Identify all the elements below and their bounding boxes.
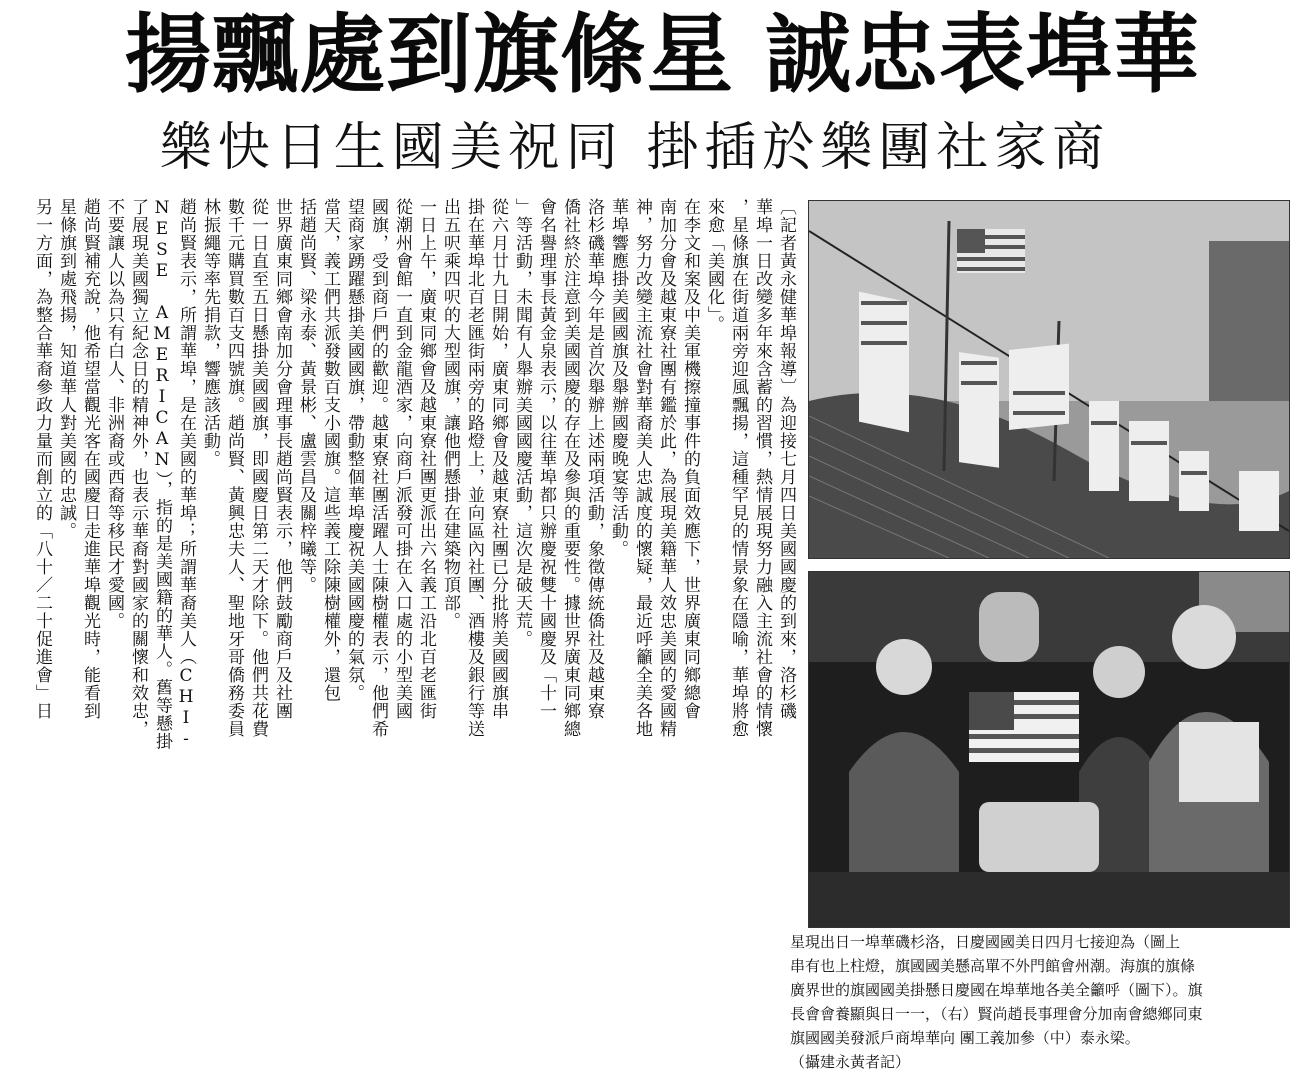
photo-caption	[790, 930, 1288, 1072]
article-column: 世界廣東同鄉會南加分會理事長趙尚賢表示，他們鼓勵商戶及社團	[272, 198, 292, 720]
article-column: 華埠一日改變多年來含蓄的習慣，熱情展現努力融入主流社會的情懷	[752, 198, 772, 738]
article-column: 來愈「美國化」。	[704, 198, 724, 334]
article-column: 望商家踴躍懸掛美國國旗，帶動整個華埠慶祝美國國慶的氣氛。	[344, 198, 364, 702]
caption-line: 廣界世的旗國國美掛懸日慶國在埠華地各美全籲呼（圖下）。旗	[790, 981, 1203, 999]
article-column: 林振繩等率先捐款，響應該活動。	[200, 198, 220, 468]
article-column: ，星條旗在街道兩旁迎風飄揚，這種罕見的情景象在隱喻，華埠將愈	[728, 198, 748, 738]
caption-line: 長會會養顯與日一一，（右）賢尚趙長事理會分加南會總鄉同東	[790, 1005, 1203, 1023]
article-column: 趙尚賢補充說，他希望當觀光客在國慶日走進華埠觀光時，能看到	[80, 198, 100, 720]
article-column: 當天，義工們共派發數百支小國旗。這些義工除陳樹權外，還包	[320, 198, 340, 702]
article-column: 洛杉磯華埠今年是首次舉辦上述兩項活動，象徵傳統僑社及越東寮	[584, 198, 604, 720]
photo-credit: （攝建永黃者記）	[790, 1053, 911, 1071]
article-column: 會名譽理事長黃金泉表示，以往華埠都只辦慶祝雙十國慶及「十一	[536, 198, 556, 720]
article-column: 神，努力改變主流社會對華裔美人忠誠度的懷疑，最近呼籲全美各地	[632, 198, 652, 738]
headline: 揚飄處到旗條星 誠忠表埠華	[125, 5, 1200, 105]
article-column: 在李文和案及中美軍機擦撞事件的負面效應下，世界廣東同鄉總會	[680, 198, 700, 720]
subheadline: 樂快日生國美祝同 掛插於樂團社家商	[159, 118, 1111, 178]
article-column: 從潮州會館一直到金龍酒家，向商戶派發可掛在入口處的小型美國	[392, 198, 412, 720]
article-column: 〔記者黃永健華埠報導〕為迎接七月四日美國國慶的到來，洛杉磯	[776, 198, 796, 720]
article-column: 括趙尚賢、梁永泰、黃景彬、盧雲昌及關梓曦等。	[296, 198, 316, 594]
article-column: 趙尚賢表示，所謂華埠，是在美國的華埠；所謂華裔美人（CHI-	[176, 198, 196, 750]
article-body	[30, 198, 798, 758]
article-column: 國旗，受到商戶們的歡迎。越東寮社團活躍人士陳樹權表示，他們希	[368, 198, 388, 738]
article-column: 數千元購買數百支四號旗。趙尚賢、黃興忠夫人、聖地牙哥僑務委員	[224, 198, 244, 738]
article-column: 從六月廿九日開始，廣東同鄉會及越東寮社團已分批將美國國旗串	[488, 198, 508, 720]
article-column: NESE AMERICAN），指的是美國籍的華人。舊等懸掛	[152, 198, 172, 751]
article-column: 」等活動，未聞有人舉辦美國國慶活動，這次是破天荒。	[512, 198, 532, 648]
article-column: 了展現美國獨立紀念日的精神外，也表示華裔對國家的關懷和效忠，	[128, 198, 148, 738]
caption-line: 串有也上柱燈，旗國國美懸高單不外門館會州潮。海旗的旗條	[790, 957, 1196, 975]
flag-icon	[957, 229, 1025, 273]
flag-icon	[969, 692, 1079, 762]
article-column: 華埠響應掛美國國旗及舉辦國慶晚宴等活動。	[608, 198, 628, 558]
photo-flags-street	[808, 200, 1290, 559]
article-column: 另一方面，為整合華裔參政力量而創立的「八十／二十促進會」日	[32, 198, 52, 720]
article-column: 星條旗到處飛揚，知道華人對美國的忠誠。	[56, 198, 76, 540]
caption-line: 。旗國國美發派戶商埠華向 團工義加參（中）泰永梁	[790, 1029, 1140, 1047]
article-column: 從一日直至五日懸掛美國國旗，即國慶日第二天才除下。他們共花費	[248, 198, 268, 738]
article-column: 不要讓人以為只有白人、非洲裔或西裔等移民才愛國。	[104, 198, 124, 630]
caption-line: 星現出日一埠華磯杉洛，日慶國國美日四月七接迎為（圖上	[790, 933, 1181, 951]
article-column: 出五呎乘四呎的大型國旗，讓他們懸掛在建築物頂部。	[440, 198, 460, 630]
photo-volunteers	[808, 571, 1290, 928]
article-column: 掛在華埠北百老匯街兩旁的路燈上，並向區內社團、酒樓及銀行等送	[464, 198, 484, 738]
article-column: 南加分會及越東寮社團有鑑於此，為展現美籍華人效忠美國的愛國精	[656, 198, 676, 738]
article-column: 僑社終於注意到美國國慶的存在及參與的重要性。據世界廣東同鄉總	[560, 198, 580, 738]
article-column: 一日上午，廣東同鄉會及越東寮社團更派出六名義工沿北百老匯街	[416, 198, 436, 720]
